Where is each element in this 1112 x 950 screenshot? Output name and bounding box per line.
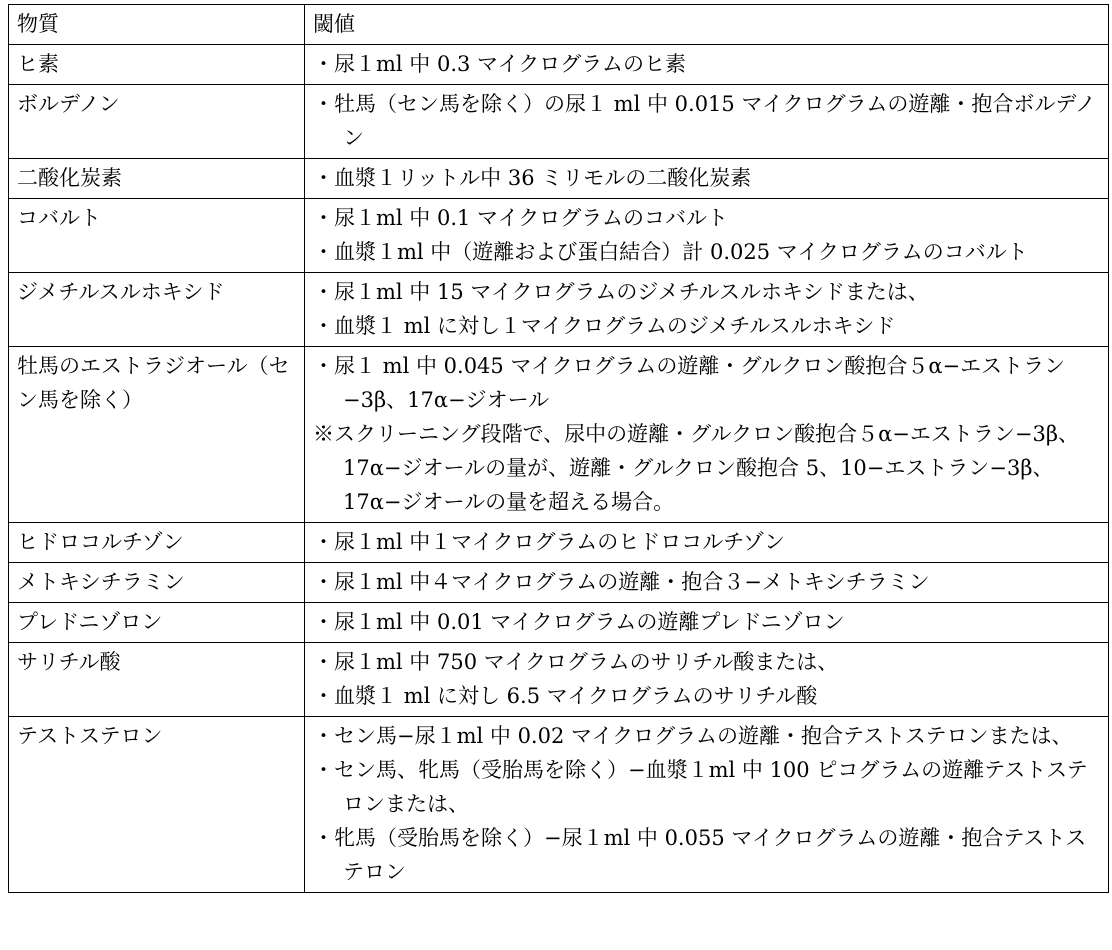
substance-cell: サリチル酸 bbox=[9, 643, 305, 717]
threshold-cell bbox=[305, 717, 1109, 893]
threshold-cell bbox=[305, 199, 1109, 273]
substance-cell: コバルト bbox=[9, 199, 305, 273]
table-row bbox=[9, 85, 1109, 159]
threshold-line: ・尿１ml 中 15 マイクログラムのジメチルスルホキシドまたは、 bbox=[313, 280, 929, 304]
substance-cell: 二酸化炭素 bbox=[9, 159, 305, 199]
threshold-note: ※スクリーニング段階で、尿中の遊離・グルクロン酸抱合５α−エストラン−3β、17α−ジオールの量が、遊離・グルクロン酸抱合 5、10−エストラン−3β、17α−ジオールの量を超える場合。 bbox=[313, 422, 1079, 514]
threshold-line: ・尿１ml 中 0.01 マイクログラムの遊離プレドニゾロン bbox=[313, 610, 845, 634]
table-row bbox=[9, 523, 1109, 563]
header-threshold: 閾値 bbox=[305, 5, 1109, 45]
threshold-cell bbox=[305, 273, 1109, 347]
substance-cell: メトキシチラミン bbox=[9, 563, 305, 603]
thresholds-table bbox=[8, 4, 1109, 893]
substance-cell: 牡馬のエストラジオール（セン馬を除く） bbox=[9, 347, 305, 523]
table-row bbox=[9, 347, 1109, 523]
threshold-line: ・セン馬−尿１ml 中 0.02 マイクログラムの遊離・抱合テストステロンまたは、 bbox=[313, 724, 1073, 748]
threshold-line: ・牡馬（セン馬を除く）の尿１ ml 中 0.015 マイクログラムの遊離・抱合ボルデノン bbox=[313, 92, 1096, 150]
threshold-cell bbox=[305, 85, 1109, 159]
threshold-line: ・尿１ml 中 0.1 マイクログラムのコバルト bbox=[313, 206, 729, 230]
table-row bbox=[9, 603, 1109, 643]
table-row bbox=[9, 717, 1109, 893]
substance-cell: ヒドロコルチゾン bbox=[9, 523, 305, 563]
threshold-line: ・血漿１リットル中 36 ミリモルの二酸化炭素 bbox=[313, 166, 752, 190]
threshold-cell bbox=[305, 643, 1109, 717]
threshold-cell bbox=[305, 347, 1109, 523]
threshold-line: ・血漿１ ml に対し 6.5 マイクログラムのサリチル酸 bbox=[313, 684, 818, 708]
table-row bbox=[9, 643, 1109, 717]
table-row bbox=[9, 199, 1109, 273]
threshold-line: ・尿１ ml 中 0.045 マイクログラムの遊離・グルクロン酸抱合５α−エストラン−3β、17α−ジオール bbox=[313, 354, 1066, 412]
table-row bbox=[9, 159, 1109, 199]
threshold-line: ・尿１ml 中 0.3 マイクログラムのヒ素 bbox=[313, 52, 687, 76]
threshold-line: ・尿１ml 中４マイクログラムの遊離・抱合３−メトキシチラミン bbox=[313, 570, 930, 594]
threshold-cell bbox=[305, 45, 1109, 85]
threshold-line: ・尿１ml 中１マイクログラムのヒドロコルチゾン bbox=[313, 530, 785, 554]
threshold-cell bbox=[305, 523, 1109, 563]
threshold-cell bbox=[305, 603, 1109, 643]
substance-cell: テストステロン bbox=[9, 717, 305, 893]
threshold-cell bbox=[305, 563, 1109, 603]
header-substance: 物質 bbox=[9, 5, 305, 45]
threshold-line: ・血漿１ml 中（遊離および蛋白結合）計 0.025 マイクログラムのコバルト bbox=[313, 240, 1028, 264]
substance-cell: ヒ素 bbox=[9, 45, 305, 85]
threshold-line: ・セン馬、牝馬（受胎馬を除く）−血漿１ml 中 100 ピコグラムの遊離テストステロンまたは、 bbox=[313, 758, 1088, 816]
threshold-line: ・尿１ml 中 750 マイクログラムのサリチル酸または、 bbox=[313, 650, 839, 674]
threshold-line: ・牝馬（受胎馬を除く）−尿１ml 中 0.055 マイクログラムの遊離・抱合テストステロン bbox=[313, 826, 1087, 884]
threshold-line: ・血漿１ ml に対し１マイクログラムのジメチルスルホキシド bbox=[313, 314, 896, 338]
threshold-cell bbox=[305, 159, 1109, 199]
table-row bbox=[9, 273, 1109, 347]
substance-cell: ボルデノン bbox=[9, 85, 305, 159]
substance-cell: プレドニゾロン bbox=[9, 603, 305, 643]
table-row bbox=[9, 45, 1109, 85]
table-row bbox=[9, 563, 1109, 603]
table-header-row bbox=[9, 5, 1109, 45]
substance-cell: ジメチルスルホキシド bbox=[9, 273, 305, 347]
